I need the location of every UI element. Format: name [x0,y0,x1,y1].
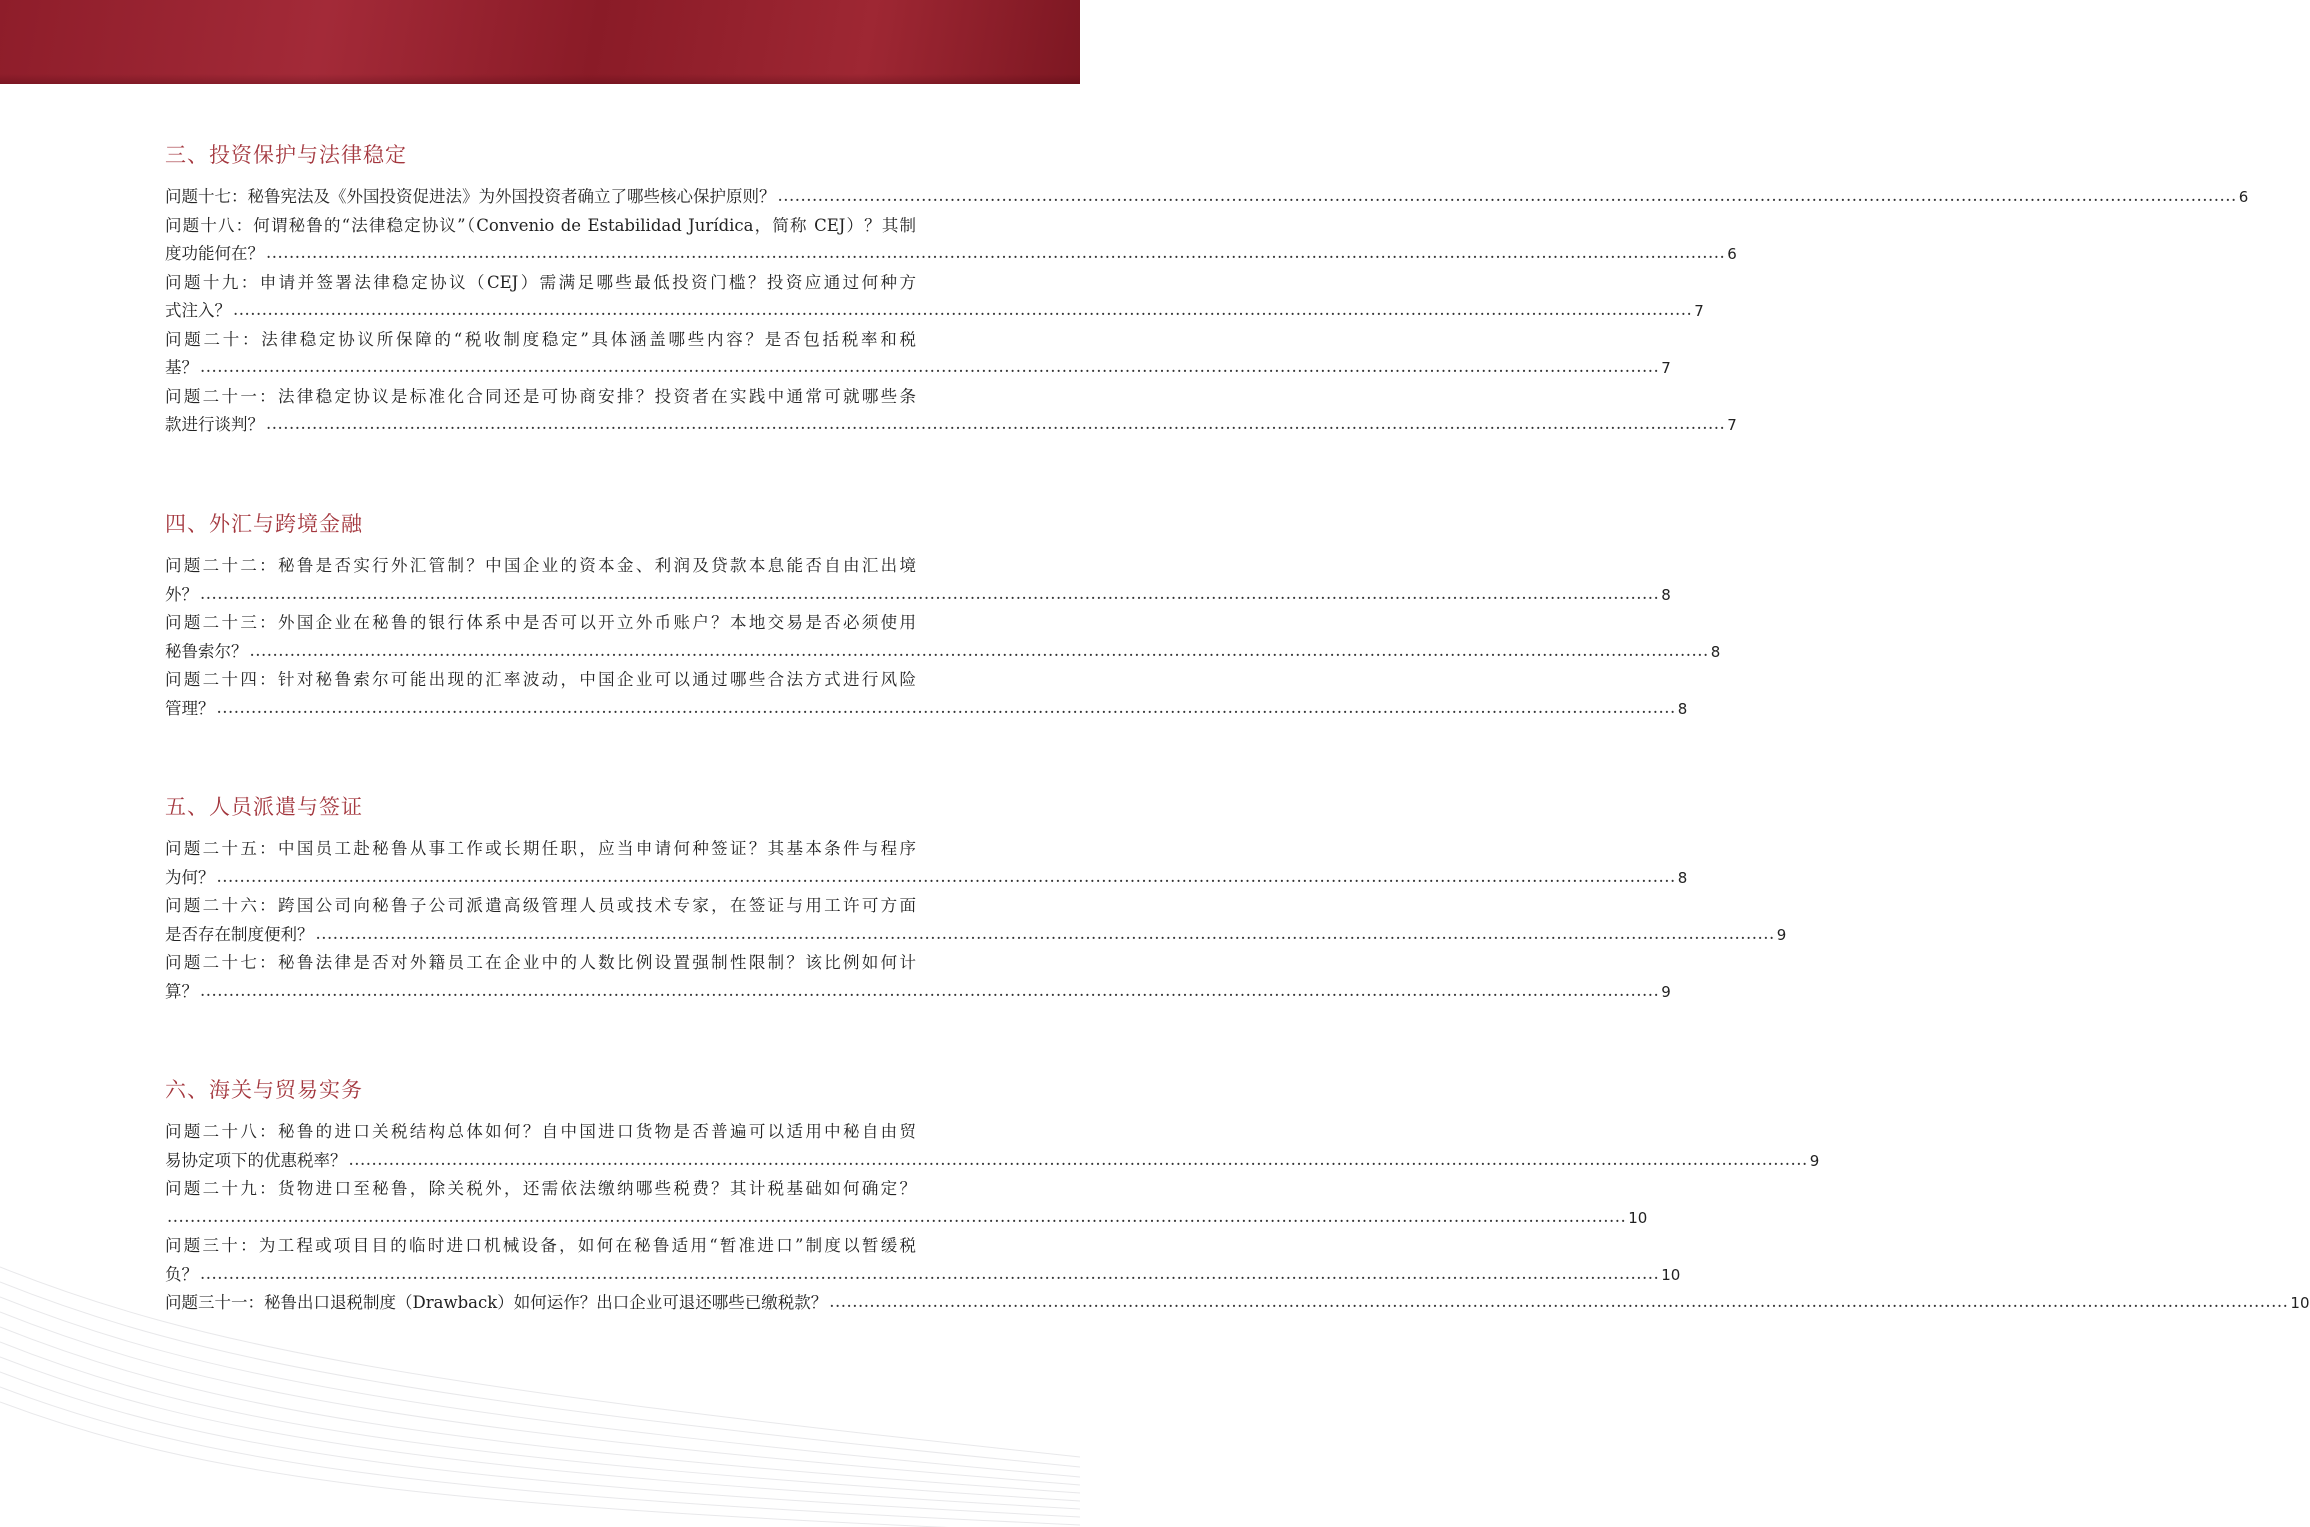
entry-text: 秘鲁索尔？ [165,641,248,661]
entry-text: 问题二十：法律稳定协议所保障的“税收制度稳定”具体涵盖哪些内容？是否包括税率和税 [165,329,916,349]
page-number: 6 [2238,188,2249,206]
leader-dots [217,863,1676,892]
leader-dots [217,694,1676,723]
leader-dots [200,977,1659,1006]
entry-text: 式注入？ [165,301,231,320]
header-banner [0,0,1080,84]
toc-entry-24[interactable] [165,666,1688,723]
page-number: 9 [1776,925,1787,944]
page-number: 7 [1694,302,1704,320]
entry-text: 外？ [165,584,198,604]
entry-text: 问题二十四：针对秘鲁索尔可能出现的汇率波动，中国企业可以通过哪些合法方式进行风险 [165,670,916,689]
page-number: 9 [1809,1151,1820,1170]
entry-text: 问题二十七：秘鲁法律是否对外籍员工在企业中的人数比例设置强制性限制？该比例如何计 [165,953,916,972]
page-number: 6 [1727,245,1737,263]
entry-text: 问题二十三：外国企业在秘鲁的银行体系中是否可以开立外币账户？本地交易是否必须使用 [165,613,916,632]
entry-text: 问题二十二：秘鲁是否实行外汇管制？中国企业的资本金、利润及贷款本息能否自由汇出境 [165,556,916,575]
toc-entry-17[interactable] [165,183,2249,212]
toc-section-6 [165,1076,2310,1318]
leader-dots [829,1288,2288,1317]
entry-text: 问题二十六：跨国公司向秘鲁子公司派遣高级管理人员或技术专家，在签证与用工许可方面 [165,896,916,915]
entry-text: 问题十八：何谓秘鲁的“法律稳定协议”（Convenio de Estabilidad Jurídica，简称 CEJ）？其制 [165,215,916,235]
entry-text: 负？ [165,1264,198,1284]
page-number: 9 [1661,982,1671,1001]
page-number: 8 [1710,642,1721,661]
page-number: 7 [1661,359,1671,377]
entry-text: 问题二十一：法律稳定协议是标准化合同还是可协商安排？投资者在实践中通常可就哪些条 [165,386,916,406]
toc-section-3 [165,141,2249,440]
entry-text: 度功能何在？ [165,244,264,263]
leader-dots [316,920,1775,949]
toc-entry-20[interactable] [165,326,1671,383]
leader-dots [200,1260,1659,1289]
page-number: 10 [1661,1265,1681,1284]
leader-dots [167,1203,1626,1232]
toc-entry-26[interactable] [165,892,1787,949]
entry-text: 问题三十一：秘鲁出口退税制度（Drawback）如何运作？出口企业可退还哪些已缴税款？ [165,1293,828,1312]
entry-text: 问题二十九：货物进口至秘鲁，除关税外，还需依法缴纳哪些税费？其计税基础如何确定？ [165,1179,916,1198]
toc-entry-29[interactable] [165,1175,1648,1232]
leader-dots [250,637,1709,666]
entry-text: 是否存在制度便利？ [165,924,314,944]
entry-text: 管理？ [165,698,215,718]
section-title: 五、人员派遣与签证 [165,795,363,819]
toc-entry-27[interactable] [165,949,1671,1006]
page-number: 8 [1677,868,1688,887]
entry-text: 基？ [165,358,198,377]
entry-text: 算？ [165,981,198,1001]
section-title: 三、投资保护与法律稳定 [165,143,407,167]
toc-entry-31[interactable] [165,1289,2310,1318]
leader-dots [200,580,1659,609]
leader-dots [266,239,1725,268]
leader-dots [349,1146,1808,1175]
entry-text: 为何？ [165,867,215,887]
section-title: 六、海关与贸易实务 [165,1078,363,1102]
page-number: 7 [1727,416,1737,434]
toc-entry-21[interactable] [165,383,1737,440]
toc-entry-23[interactable] [165,609,1721,666]
page-number: 8 [1677,699,1688,718]
entry-text: 问题十七：秘鲁宪法及《外国投资促进法》为外国投资者确立了哪些核心保护原则？ [165,187,776,206]
leader-dots [266,410,1725,439]
toc-entry-19[interactable] [165,269,1704,326]
leader-dots [233,296,1692,325]
toc-entry-30[interactable] [165,1232,1681,1289]
page-number: 10 [2290,1294,2310,1312]
toc-section-5 [165,793,1787,1006]
entry-text: 问题二十五：中国员工赴秘鲁从事工作或长期任职，应当申请何种签证？其基本条件与程序 [165,839,916,858]
leader-dots [200,353,1659,382]
toc-entry-25[interactable] [165,835,1688,892]
toc-entry-22[interactable] [165,552,1671,609]
page-number: 8 [1661,585,1671,604]
toc-entry-28[interactable] [165,1118,1820,1175]
entry-text: 问题二十八：秘鲁的进口关税结构总体如何？自中国进口货物是否普遍可以适用中秘自由贸 [165,1122,916,1141]
toc-entry-18[interactable] [165,212,1737,269]
page-number: 10 [1628,1208,1648,1227]
toc-section-4 [165,510,1721,723]
entry-text: 款进行谈判？ [165,415,264,434]
entry-text: 问题十九：申请并签署法律稳定协议（CEJ）需满足哪些最低投资门槛？投资应通过何种方 [165,272,916,292]
leader-dots [778,182,2237,211]
entry-text: 易协定项下的优惠税率？ [165,1150,347,1170]
entry-text: 问题三十：为工程或项目目的临时进口机械设备，如何在秘鲁适用“暂准进口”制度以暂缓税 [165,1236,916,1255]
section-title: 四、外汇与跨境金融 [165,512,363,536]
